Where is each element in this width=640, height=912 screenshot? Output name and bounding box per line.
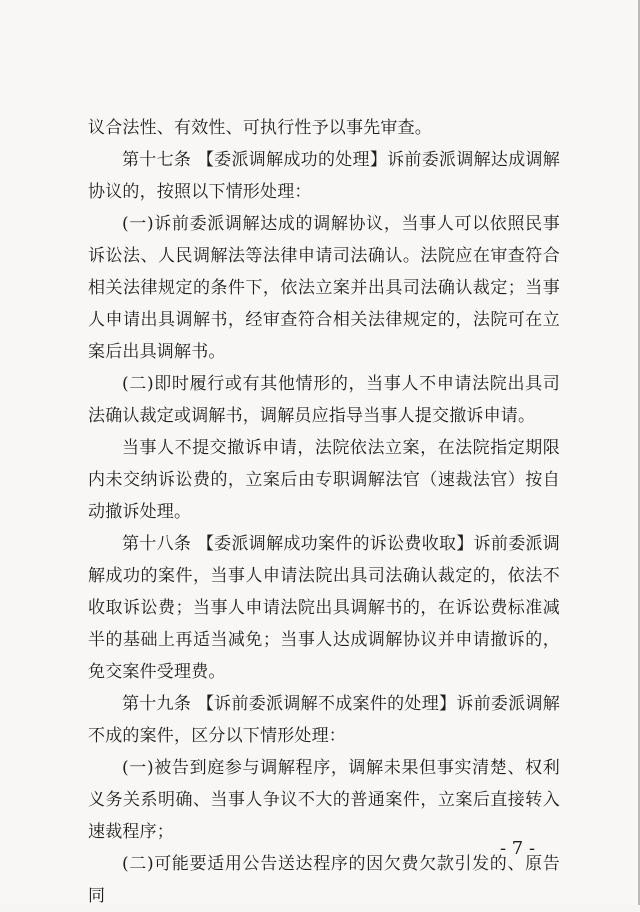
article-17: 第十七条 【委派调解成功的处理】诉前委派调解达成调解协议的，按照以下情形处理： <box>88 150 560 202</box>
article-17-item-1: (一)诉前委派调解达成的调解协议，当事人可以依照民事诉讼法、人民调解法等法律申请司法确认。法院应在审查符合相关法律规定的条件下，依法立案并出具司法确认裁定；当事人申请出具调解书，经审查符合相关法律规定的，法院可在立案后出具调解书。 <box>88 214 560 362</box>
article-19: 第十九条 【诉前委派调解不成案件的处理】诉前委派调解不成的案件，区分以下情形处理： <box>88 694 560 746</box>
article-17-note: 当事人不提交撤诉申请，法院依法立案，在法院指定期限内未交纳诉讼费的，立案后由专职调解法官（速裁法官）按自动撤诉处理。 <box>88 438 560 522</box>
article-19-item-2: (二)可能要适用公告送达程序的因欠费欠款引发的、原告同 <box>88 854 560 906</box>
body-text <box>88 112 560 912</box>
article-17-item-2: (二)即时履行或有其他情形的，当事人不申请法院出具司法确认裁定或调解书，调解员应指导当事人提交撤诉申请。 <box>88 374 560 426</box>
article-18: 第十八条 【委派调解成功案件的诉讼费收取】诉前委派调解成功的案件，当事人申请法院出具司法确认裁定的，依法不收取诉讼费；当事人申请法院出具调解书的，在诉讼费标准减半的基础上再适当减免；当事人达成调解协议并申请撤诉的，免交案件受理费。 <box>88 534 560 682</box>
article-19-item-1: (一)被告到庭参与调解程序，调解未果但事实清楚、权利义务关系明确、当事人争议不大的普通案件，立案后直接转入速裁程序； <box>88 758 560 842</box>
page-number: - 7 - <box>500 838 536 859</box>
paragraph-continuation: 议合法性、有效性、可执行性予以事先审查。 <box>88 118 432 138</box>
